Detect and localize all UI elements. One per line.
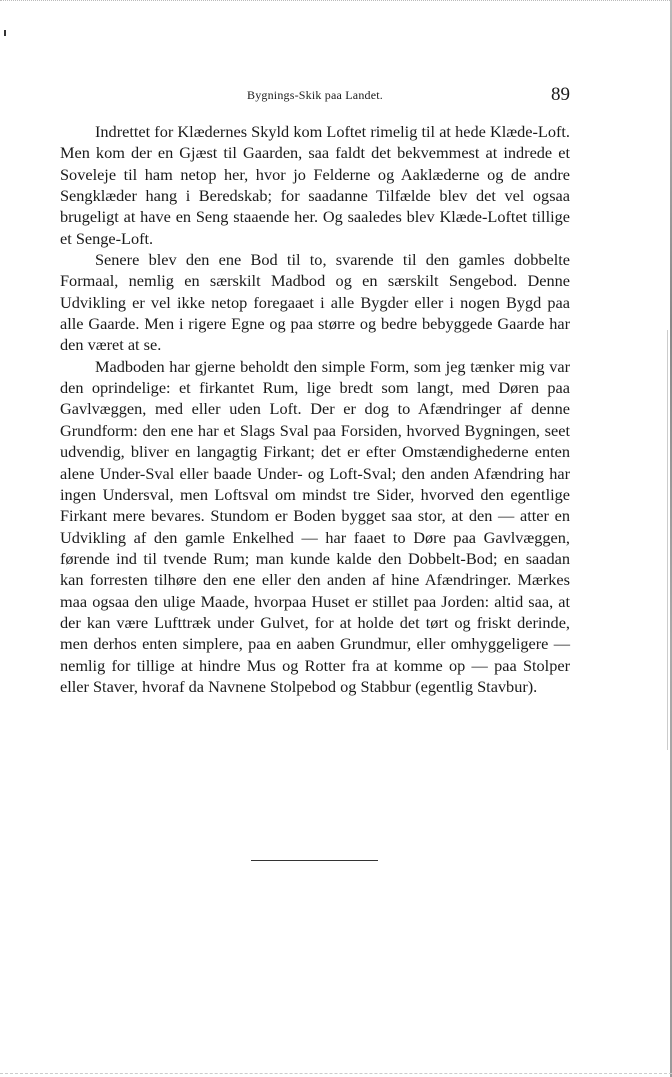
- scan-mark: [4, 30, 6, 36]
- page-header: [60, 84, 570, 108]
- body-text: [60, 121, 570, 697]
- scan-bottom-edge: [0, 1073, 672, 1075]
- page-number: 89: [551, 84, 570, 105]
- paragraph: Indrettet for Klædernes Skyld kom Loftet rimelig til at hede Klæde-Loft. Men kom der en Gjæst til Gaarden, saa faldt det bekvemmest at indrede et Soveleje til ham netop her, hvor jo Felderne og Aaklæderne og de andre Sengklæder hang i Beredskab; for saadanne Tilfælde blev det vel ogsaa brugeligt at have en Seng staaende her. Og saaledes blev Klæde-Loftet tillige et Senge-Loft.: [60, 122, 570, 248]
- running-title: Bygnings-Skik paa Landet.: [247, 88, 383, 102]
- section-end-rule: [251, 860, 378, 861]
- paragraph: Senere blev den ene Bod til to, svarende til den gamles dobbelte Formaal, nemlig en særskilt Madbod og en særskilt Sengebod. Denne Udvikling er vel ikke netop foregaaet i alle Bygder eller i nogen Bygd paa alle Gaarde. Men i rigere Egne og paa større og bedre bebyggede Gaarde har den været at se.: [60, 250, 570, 355]
- scan-top-edge: [0, 0, 672, 2]
- scan-right-shadow: [667, 330, 668, 750]
- paragraph: Madboden har gjerne beholdt den simple Form, som jeg tænker mig var den oprindelige: et firkantet Rum, lige bredt som langt, med Døren paa Gavlvæggen, med eller uden Loft. Der er dog to Afændringer af denne Grundform: den ene har et Slags Sval paa Forsiden, hvorved Bygningen, seet udvendig, bliver en langagtig Firkant; det er efter Omstændighederne enten alene Under-Sval eller baade Under- og Loft-Sval; den anden Afændring har ingen Undersval, men Loftsval om mindst tre Sider, hvorved den egentlige Firkant mere bevares. Stundom er Boden bygget saa stor, at den — atter en Udvikling af den gamle Enkelhed — har faaet to Døre paa Gavlvæggen, førende ind til tvende Rum; man kunde kalde den Dobbelt-Bod; en saadan kan forresten tilhøre den ene eller den anden af hine Afændringer. Mærkes maa ogsaa den ulige Maade, hvorpaa Huset er stillet paa Jorden: altid saa, at der kan være Lufttræk under Gulvet, for at holde det tørt og friskt derinde, men derhos enten simplere, paa en aaben Grundmur, eller omhyggeligere — nemlig for tillige at hindre Mus og Rotter fra at komme op — paa Stolper eller Staver, hvoraf da Navnene Stolpebod og Stabbur (egentlig Stavbur).: [60, 356, 570, 696]
